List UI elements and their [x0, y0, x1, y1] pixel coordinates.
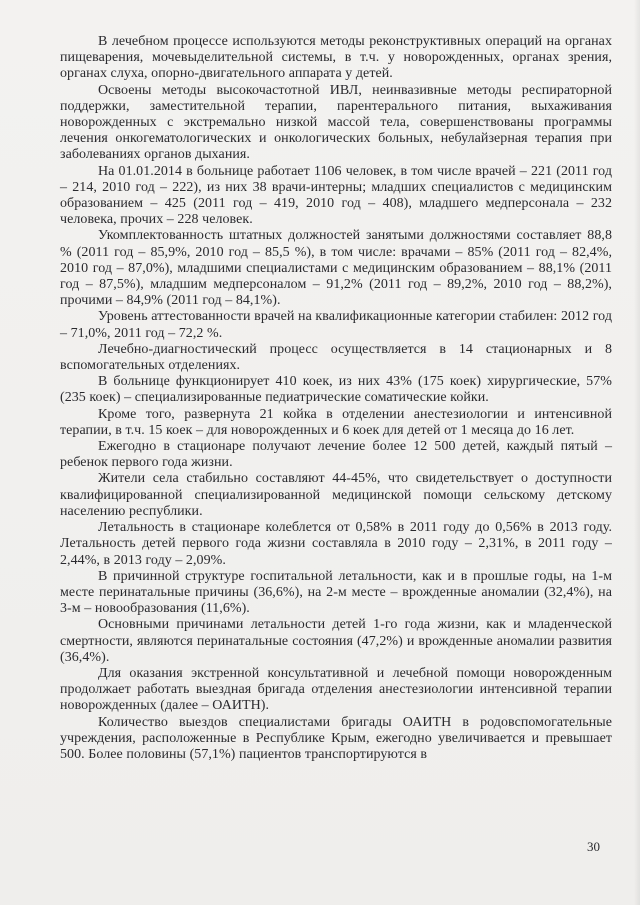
paragraph-icu-beds: Кроме того, развернута 21 койка в отделении анестезиологии и интенсивной терапии, в т.ч. 15 коек – для новорожденных и 6 коек для детей от 1 месяца до 16 лет.: [60, 406, 612, 438]
paragraph-mortality: Летальность в стационаре колеблется от 0,58% в 2011 году до 0,56% в 2013 году. Летальность детей первого года жизни составляла в 2010 году – 2,31%, в 2011 году – 2,44%, в 2013 году – 2,09%.: [60, 520, 612, 568]
paragraph-staff-count: На 01.01.2014 в больнице работает 1106 человек, в том числе врачей – 221 (2011 год – 214, 2010 год – 222), из них 38 врачи-интерны; младших специалистов с медицинским образованием – 425 (2011 год – 419, 2010 год – 408), младшего медперсонала – 232 человека, прочих – 228 человек.: [60, 163, 612, 228]
page-edge-shadow: [634, 0, 640, 905]
paragraph-infant-mortality: Основными причинами летальности детей 1-го года жизни, как и младенческой смертности, являются перинатальные состояния (47,2%) и врожденные аномалии развития (36,4%).: [60, 617, 612, 665]
paragraph-team-trips: Количество выездов специалистами бригады ОАИТН в родовспомогательные учреждения, расположенные в Республике Крым, ежегодно увеличивается и превышает 500. Более половины (57,1%) пациентов транспортируются в: [60, 714, 612, 762]
body-text: [60, 34, 612, 763]
paragraph-surgical-methods: В лечебном процессе используются методы реконструктивных операций на органах пищеварения, мочевыделительной системы, в т.ч. у новорожденных, органах зрения, органах слуха, опорно-двигательного аппарата у детей.: [60, 34, 612, 82]
paragraph-certification: Уровень аттестованности врачей на квалификационные категории стабилен: 2012 год – 71,0%, 2011 год – 72,2 %.: [60, 309, 612, 341]
paragraph-beds: В больнице функционирует 410 коек, из них 43% (175 коек) хирургические, 57% (235 коек) – специализированные педиатрические соматические койки.: [60, 374, 612, 406]
paragraph-departments: Лечебно-диагностический процесс осуществляется в 14 стационарных и 8 вспомогательных отделениях.: [60, 341, 612, 374]
paragraph-mortality-structure: В причинной структуре госпитальной летальности, как и в прошлые годы, на 1-м месте перинатальные причины (36,6%), на 2-м месте – врожденные аномалии (32,4%), на 3-м – новообразования (11,6%).: [60, 568, 612, 617]
paragraph-rural: Жители села стабильно составляют 44-45%, что свидетельствует о доступности квалифицированной специализированной медицинской помощи сельскому детскому населению республики.: [60, 471, 612, 519]
paragraph-patients: Ежегодно в стационаре получают лечение более 12 500 детей, каждый пятый – ребенок первого года жизни.: [60, 439, 612, 471]
paragraph-staffing-level: Укомплектованность штатных должностей занятыми должностями составляет 88,8 % (2011 год – 85,9%, 2010 год – 85,5 %), в том числе: врачами – 85% (2011 год – 82,4%, 2010 год – 87,0%), младшими специалистами с медицинским образованием – 88,1% (2011 год – 87,5%), младшим медперсоналом – 91,2% (2011 год – 89,2%, 2010 год – 88,2%), прочими – 84,9% (2011 год – 84,1%).: [60, 228, 612, 309]
paragraph-mastered-methods: Освоены методы высокочастотной ИВЛ, неинвазивные методы респираторной поддержки, заместительной терапии, парентерального питания, выхаживания новорожденных с экстремально низкой массой тела, совершенствованы программы лечения онкогематологических и онкологических больных, небулайзерная терапия при заболеваниях органов дыхания.: [60, 82, 612, 163]
page-number: 30: [587, 839, 600, 854]
paragraph-emergency-team: Для оказания экстренной консультативной и лечебной помощи новорожденным продолжает работать выездная бригада отделения анестезиологии интенсивной терапии новорожденных (далее – ОАИТН).: [60, 665, 612, 714]
